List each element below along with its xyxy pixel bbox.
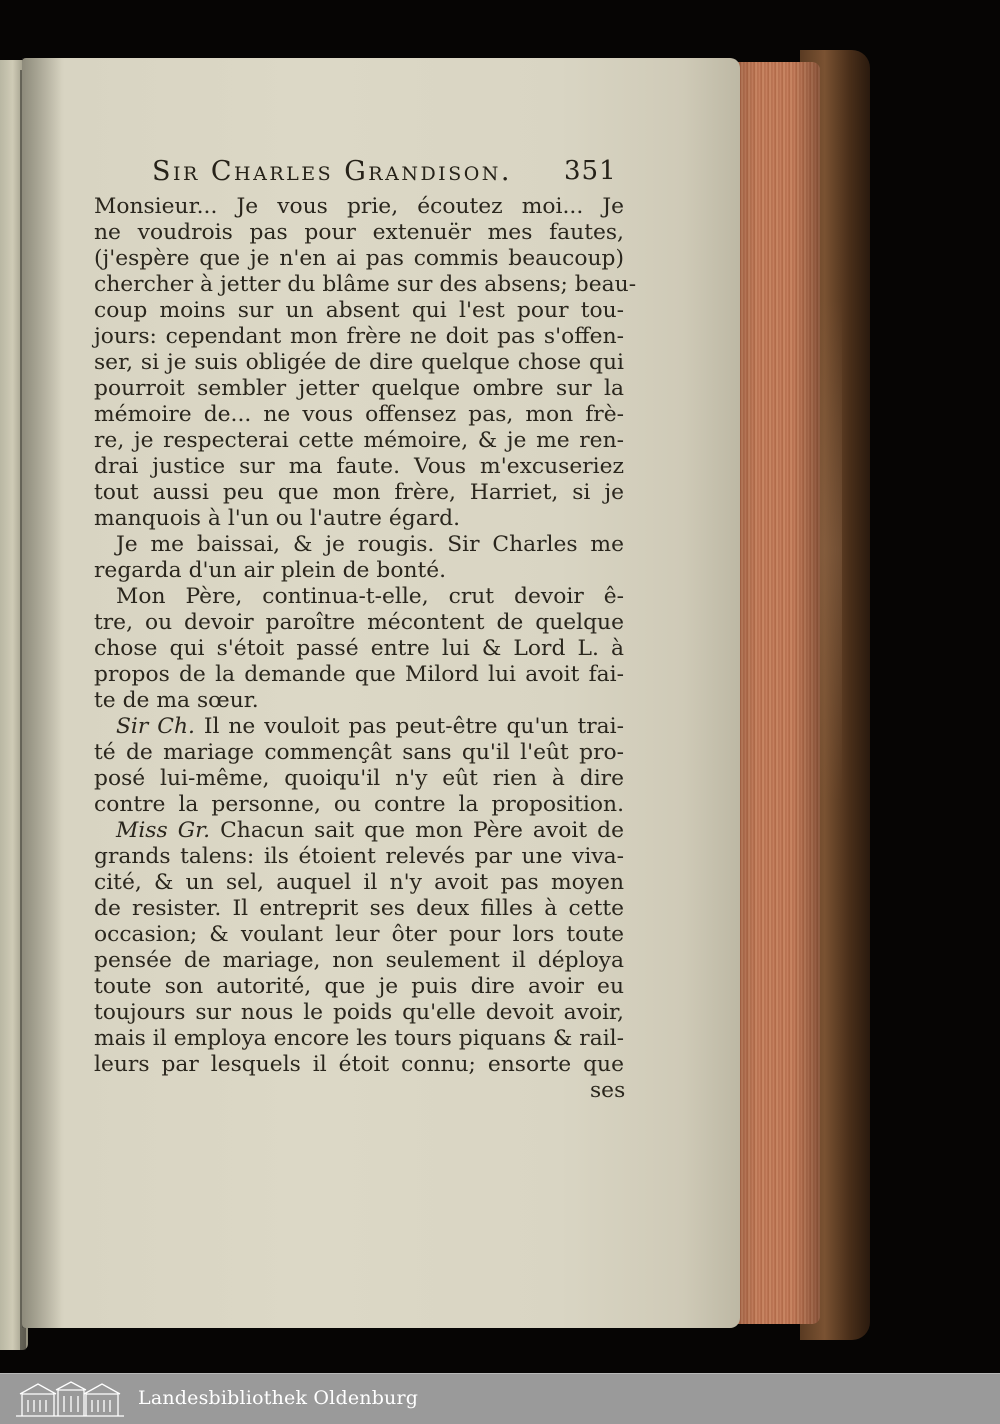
text-line	[116, 818, 624, 844]
running-title: Sir Charles Grandison.	[152, 156, 512, 187]
text-line: regarda d'un air plein de bonté.	[94, 558, 447, 583]
text-line: (j'espère que je n'en ai pas commis beaucoup)	[94, 246, 624, 271]
speech-text: Chacun sait que mon Père avoit de	[210, 818, 624, 843]
text-line: cité, & un sel, auquel il n'y avoit pas moyen	[94, 870, 624, 895]
fore-edge-shading	[730, 62, 820, 1324]
page-gutter-shade	[22, 58, 62, 1328]
text-line: toute son autorité, que je puis dire avoir eu	[94, 974, 624, 999]
text-line: occasion; & voulant leur ôter pour lors toute	[94, 922, 624, 947]
text-line: Je me baissai, & je rougis. Sir Charles me	[116, 532, 624, 557]
text-line: mémoire de... ne vous offensez pas, mon frè-	[94, 402, 624, 427]
text-line: manquois à l'un ou l'autre égard.	[94, 506, 461, 531]
speaker-label: Miss Gr.	[116, 818, 211, 843]
text-line: propos de la demande que Milord lui avoit fai-	[94, 662, 624, 687]
running-head	[152, 156, 632, 196]
speech-text: Il ne vouloit pas peut-être qu'un trai-	[194, 714, 624, 739]
text-line: tout aussi peu que mon frère, Harriet, si je	[94, 480, 624, 505]
text-line: pourroit sembler jetter quelque ombre sur la	[94, 376, 624, 401]
text-line: jours: cependant mon frère ne doit pas s'offen-	[94, 324, 624, 349]
text-line: tre, ou devoir paroître mécontent de quelque	[94, 610, 624, 635]
text-line: chercher à jetter du blâme sur des absens; beau-	[94, 272, 637, 297]
text-line	[116, 714, 624, 740]
text-line: grands talens: ils étoient relevés par une viva-	[94, 844, 624, 869]
text-line: Mon Père, continua-t-elle, crut devoir ê-	[116, 584, 624, 609]
text-line: de resister. Il entreprit ses deux filles à cette	[94, 896, 624, 921]
footer-bar	[0, 1373, 1000, 1424]
library-building-icon	[14, 1380, 126, 1418]
text-line: mais il employa encore les tours piquans & rail-	[94, 1026, 624, 1051]
text-line: chose qui s'étoit passé entre lui & Lord L. à	[94, 636, 624, 661]
text-line: re, je respecterai cette mémoire, & je me ren-	[94, 428, 624, 453]
speaker-label: Sir Ch.	[116, 714, 195, 739]
text-line: te de ma sœur.	[94, 688, 259, 713]
text-line: té de mariage commençât sans qu'il l'eût pro-	[94, 740, 624, 765]
page-number: 351	[564, 156, 617, 186]
text-line: pensée de mariage, non seulement il déploya	[94, 948, 624, 973]
text-line: posé lui-même, quoiqu'il n'y eût rien à dire	[94, 766, 624, 791]
text-line: contre la personne, ou contre la proposition.	[94, 792, 624, 817]
text-line: toujours sur nous le poids qu'elle devoit avoir,	[94, 1000, 624, 1025]
text-line: ser, si je suis obligée de dire quelque chose qui	[94, 350, 624, 375]
text-line: coup moins sur un absent qui l'est pour tou-	[94, 298, 624, 323]
catchword: ses	[590, 1078, 626, 1103]
text-line: drai justice sur ma faute. Vous m'excuseriez	[94, 454, 624, 479]
text-line: Monsieur... Je vous prie, écoutez moi... Je	[94, 194, 624, 219]
text-line: leurs par lesquels il étoit connu; ensorte que	[94, 1052, 624, 1077]
text-line: ne voudrois pas pour extenuër mes fautes,	[94, 220, 624, 245]
library-name: Landesbibliothek Oldenburg	[138, 1387, 419, 1409]
